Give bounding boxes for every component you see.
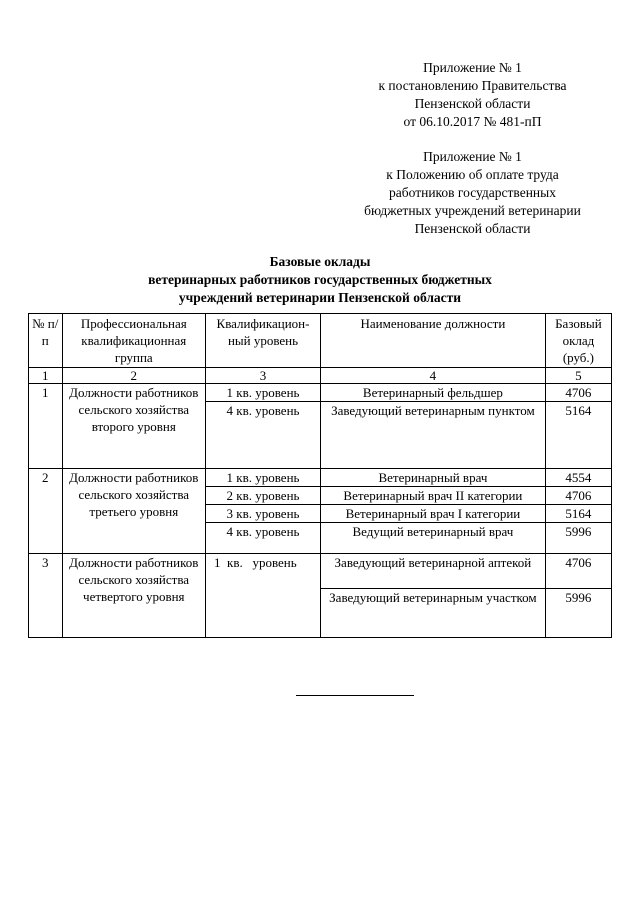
base-salary: 5164: [545, 402, 611, 469]
position-name: Заведующий ветеринарной аптекой: [320, 554, 545, 589]
header-qualification-level: Квалификацион-ный уровень: [206, 314, 321, 368]
title-line: учреждений ветеринарии Пензенской области: [178, 290, 462, 305]
qualification-level: 1 кв. уровень: [206, 554, 321, 638]
title-line: ветеринарных работников государственных бюджетных: [148, 272, 492, 287]
appendix-2-line: работников государственных: [389, 185, 556, 200]
qualification-group: Должности работников сельского хозяйства третьего уровня: [62, 469, 205, 554]
document-title: [80, 253, 560, 307]
title-line: Базовые оклады: [269, 254, 371, 269]
appendix-2-line: Пензенской области: [414, 221, 531, 236]
appendix-1-line: к постановлению Правительства: [378, 78, 567, 93]
base-salary: 5164: [545, 505, 611, 523]
row-number: 1: [29, 384, 63, 469]
base-salary: 5996: [545, 589, 611, 638]
base-salary: 4706: [545, 554, 611, 589]
appendix-1-line: Приложение № 1: [423, 60, 522, 75]
table-header-row: [29, 314, 612, 368]
header-position: Наименование должности: [320, 314, 545, 368]
column-number-row: [29, 368, 612, 384]
base-salary: 5996: [545, 523, 611, 554]
position-name: Заведующий ветеринарным пунктом: [320, 402, 545, 469]
closing-line: [296, 695, 414, 696]
column-number: 1: [29, 368, 63, 384]
appendix-2-line: Приложение № 1: [423, 149, 522, 164]
header-qualification-group: Профессиональная квалификационная группа: [62, 314, 205, 368]
base-salary: 4706: [545, 384, 611, 402]
salary-table: [28, 313, 612, 638]
header-base-salary: Базовый оклад (руб.): [545, 314, 611, 368]
table-row: [29, 554, 612, 589]
column-number: 2: [62, 368, 205, 384]
column-number: 3: [206, 368, 321, 384]
position-name: Ветеринарный врач: [320, 469, 545, 487]
qualification-level: 2 кв. уровень: [206, 487, 321, 505]
base-salary: 4554: [545, 469, 611, 487]
appendix-1-line: от 06.10.2017 № 481-пП: [403, 114, 542, 129]
qualification-level: 3 кв. уровень: [206, 505, 321, 523]
qualification-level: 1 кв. уровень: [206, 469, 321, 487]
appendix-header-resolution: [340, 59, 605, 131]
position-name: Ветеринарный врач I категории: [320, 505, 545, 523]
base-salary: 4706: [545, 487, 611, 505]
position-name: Ведущий ветеринарный врач: [320, 523, 545, 554]
qualification-group: Должности работников сельского хозяйства второго уровня: [62, 384, 205, 469]
column-number: 4: [320, 368, 545, 384]
appendix-2-line: бюджетных учреждений ветеринарии: [364, 203, 581, 218]
row-number: 3: [29, 554, 63, 638]
qualification-level: 1 кв. уровень: [206, 384, 321, 402]
qualification-level: 4 кв. уровень: [206, 402, 321, 469]
qualification-group: Должности работников сельского хозяйства четвертого уровня: [62, 554, 205, 638]
header-number: № п/п: [29, 314, 63, 368]
position-name: Заведующий ветеринарным участком: [320, 589, 545, 638]
position-name: Ветеринарный фельдшер: [320, 384, 545, 402]
table-row: [29, 469, 612, 487]
position-name: Ветеринарный врач II категории: [320, 487, 545, 505]
qualification-level: 4 кв. уровень: [206, 523, 321, 554]
appendix-1-line: Пензенской области: [414, 96, 531, 111]
table-row: [29, 384, 612, 402]
appendix-2-line: к Положению об оплате труда: [386, 167, 559, 182]
column-number: 5: [545, 368, 611, 384]
appendix-header-regulation: [340, 148, 605, 238]
row-number: 2: [29, 469, 63, 554]
